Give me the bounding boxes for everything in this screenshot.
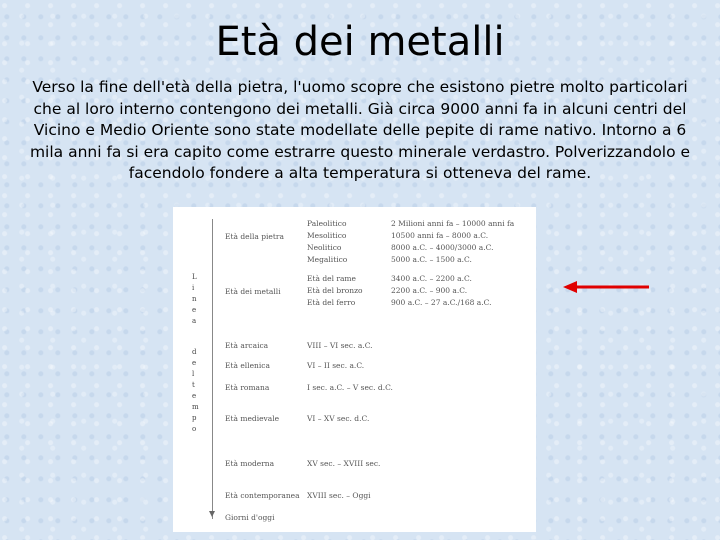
era-label: Età della pietra (225, 232, 284, 241)
period-name: Età del ferro (307, 298, 356, 307)
vertical-letter: e (192, 306, 197, 314)
vertical-letter: e (192, 392, 197, 400)
period-dates: XV sec. – XVIII sec. (307, 459, 381, 468)
era-label: Età moderna (225, 459, 275, 468)
period-dates: VI – II sec. a.C. (307, 361, 365, 370)
period-dates: XVIII sec. – Oggi (307, 491, 371, 500)
period-dates: 10500 anni fa – 8000 a.C. (391, 231, 489, 240)
period-dates: 5000 a.C. – 1500 a.C. (391, 255, 472, 264)
period-dates: VI – XV sec. d.C. (307, 414, 370, 423)
period-dates: 3400 a.C. – 2200 a.C. (391, 274, 472, 283)
period-dates: 2 Milioni anni fa – 10000 anni fa (391, 219, 515, 228)
vertical-letter: o (192, 425, 197, 433)
era-label: Età dei metalli (225, 287, 281, 296)
period-dates: 2200 a.C. – 900 a.C. (391, 286, 468, 295)
period-name: Età del rame (307, 274, 356, 283)
period-name: Megalitico (307, 255, 348, 264)
period-dates: VIII – VI sec. a.C. (307, 341, 373, 350)
era-label: Età medievale (225, 414, 280, 423)
vertical-letter: a (192, 317, 197, 325)
timeline-document (173, 207, 536, 532)
period-dates: 8000 a.C. – 4000/3000 a.C. (391, 243, 494, 252)
slide-title: Età dei metalli (215, 19, 505, 65)
period-name: Età del bronzo (307, 286, 363, 295)
bottom-label: Giorni d'oggi (225, 513, 275, 522)
red-arrow-icon (563, 280, 653, 294)
era-label: Età arcaica (225, 341, 269, 350)
timeline-arrowhead (209, 511, 215, 517)
vertical-letter: e (192, 359, 197, 367)
vertical-letter: L (192, 273, 197, 281)
era-label: Età contemporanea (225, 491, 300, 500)
period-dates: 900 a.C. – 27 a.C./168 a.C. (391, 298, 492, 307)
vertical-letter: i (192, 284, 195, 292)
intro-paragraph: Verso la fine dell'età della pietra, l'uomo scopre che esistono pietre molto particolari che al loro interno contengono dei metalli. Già circa 9000 anni fa in alcuni centri del Vicino e Medio Oriente sono state modellate delle pepite di rame nativo. Intorno a 6 mila anni fa si era capito come estrarre questo minerale verdastro. Polverizzandolo e facendolo fondere a alta temperatura si otteneva del rame. (29, 78, 691, 182)
vertical-letter: t (192, 381, 195, 389)
timeline-axis (212, 219, 213, 519)
period-name: Mesolitico (307, 231, 347, 240)
era-label: Età ellenica (225, 361, 270, 370)
vertical-letter: d (192, 348, 197, 356)
period-name: Neolitico (307, 243, 342, 252)
period-name: Paleolitico (307, 219, 347, 228)
vertical-letter: m (192, 403, 199, 411)
vertical-letter: p (192, 414, 197, 422)
era-label: Età romana (225, 383, 270, 392)
vertical-letter: n (192, 295, 197, 303)
vertical-letter: l (192, 370, 195, 378)
period-dates: I sec. a.C. – V sec. d.C. (307, 383, 393, 392)
